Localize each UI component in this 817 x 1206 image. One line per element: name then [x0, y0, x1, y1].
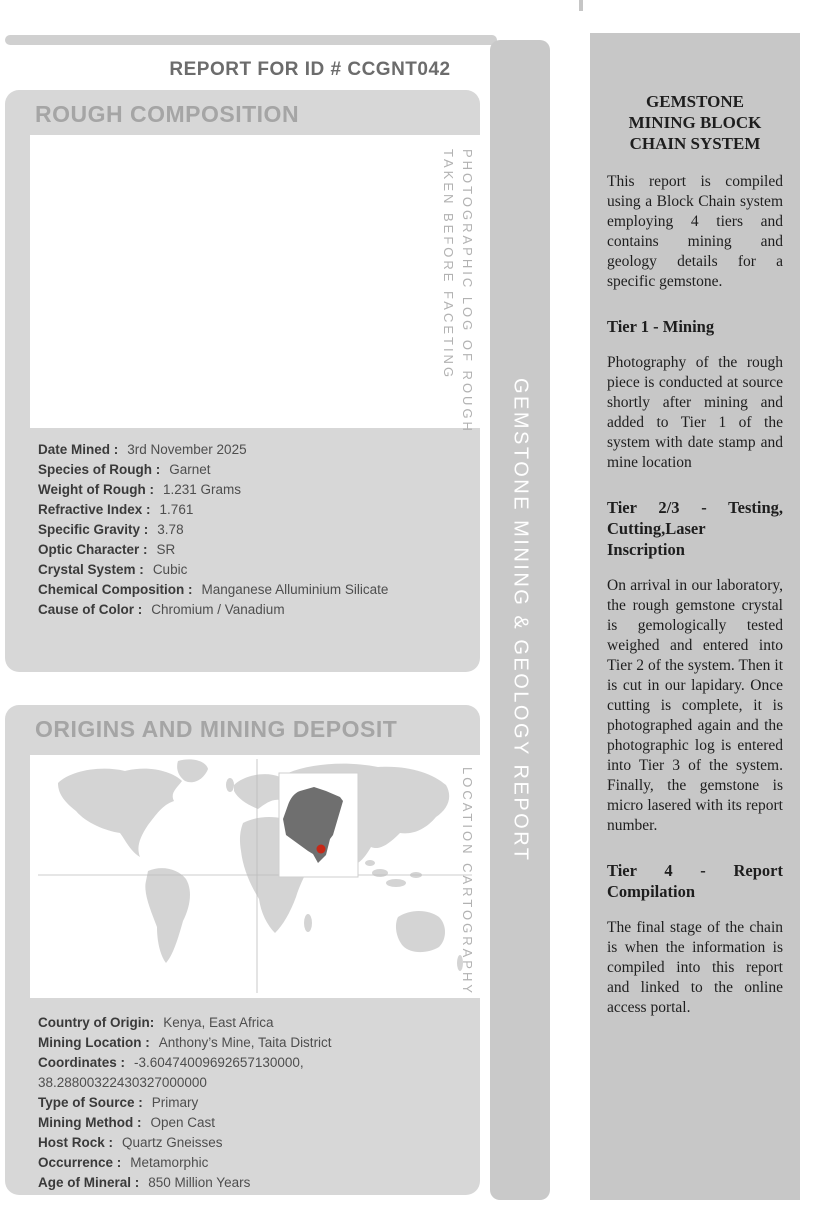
- field-value: Open Cast: [150, 1115, 216, 1130]
- rough-composition-section: [5, 90, 480, 672]
- field-value: SR: [156, 542, 176, 557]
- field-row-cause-of-color: [38, 600, 388, 620]
- field-label: Optic Character :: [38, 542, 148, 557]
- field-row-coordinates: [38, 1053, 480, 1093]
- sidebar-heading-line3: CHAIN SYSTEM: [629, 134, 761, 153]
- origins-fields: [38, 1013, 480, 1193]
- sidebar-heading-line2: MINING BLOCK: [628, 113, 762, 132]
- field-row-host-rock: [38, 1133, 480, 1153]
- field-label: Weight of Rough :: [38, 482, 154, 497]
- rough-composition-title: ROUGH COMPOSITION: [35, 101, 300, 127]
- field-row-chemical-composition: [38, 580, 388, 600]
- field-row-refractive-index: [38, 500, 388, 520]
- field-label: Mining Method :: [38, 1115, 142, 1130]
- world-map-continents: [58, 759, 463, 971]
- sidebar-intro-paragraph: This report is compiled using a Block Chain system employing 4 tiers and contains mining and geology details for a specific gemstone.: [607, 173, 783, 290]
- field-value: Garnet: [169, 462, 211, 477]
- field-label: Mining Location :: [38, 1035, 150, 1050]
- sidebar-heading-line1: GEMSTONE: [646, 92, 744, 111]
- field-row-crystal-system: [38, 560, 388, 580]
- field-label: Specific Gravity :: [38, 522, 149, 537]
- sidebar-heading: [607, 91, 783, 154]
- tier23-heading: Tier 2/3 - Testing, Cutting,Laser Inscription: [607, 498, 783, 559]
- field-row-country: [38, 1013, 480, 1033]
- field-label: Chemical Composition :: [38, 582, 193, 597]
- field-label: Coordinates :: [38, 1055, 126, 1070]
- field-row-mining-method: [38, 1113, 480, 1133]
- field-label: Type of Source :: [38, 1095, 143, 1110]
- tier4-paragraph: The final stage of the chain is when the information is compiled into this report and linked to the online access portal.: [607, 919, 783, 1016]
- photo-caption: [439, 149, 477, 434]
- location-marker-dot: [317, 845, 326, 854]
- field-label: Crystal System :: [38, 562, 144, 577]
- field-label: Age of Mineral :: [38, 1175, 140, 1190]
- photo-caption-line2: TAKEN BEFORE FACETING: [441, 149, 456, 381]
- field-value: Anthony’s Mine, Taita District: [158, 1035, 332, 1050]
- location-map: [30, 755, 480, 998]
- world-map: [30, 755, 480, 998]
- field-value: 1.761: [159, 502, 194, 517]
- origins-title: ORIGINS AND MINING DEPOSIT: [35, 716, 398, 742]
- field-row-type-of-source: [38, 1093, 480, 1113]
- map-caption: LOCATION CARTOGRAPHY: [460, 767, 475, 997]
- field-value: Primary: [151, 1095, 199, 1110]
- page-top-mark: [579, 0, 583, 11]
- tier4-heading: Tier 4 - Report Compilation: [607, 861, 783, 901]
- field-value: 850 Million Years: [148, 1175, 251, 1190]
- field-label: Cause of Color :: [38, 602, 143, 617]
- kenya-inset: [279, 773, 358, 877]
- field-value: 3rd November 2025: [127, 442, 247, 457]
- field-row-date-mined: [38, 440, 388, 460]
- field-label: Occurrence :: [38, 1155, 122, 1170]
- field-value: Metamorphic: [130, 1155, 209, 1170]
- field-value: -3.60474009692657130000, 38.28800322430327000000: [38, 1055, 312, 1090]
- report-title: REPORT FOR ID # CCGNT042: [169, 59, 451, 80]
- field-value: 3.78: [157, 522, 184, 537]
- field-value: Chromium / Vanadium: [151, 602, 285, 617]
- field-row-optic-character: [38, 540, 388, 560]
- top-divider-bar: [5, 35, 497, 45]
- tier1-heading: Tier 1 - Mining: [607, 317, 715, 336]
- report-spine: [490, 40, 550, 1200]
- field-row-age-of-mineral: [38, 1173, 480, 1193]
- tier23-paragraph: On arrival in our laboratory, the rough gemstone crystal is gemologically tested weighed and entered into Tier 2 of the system. Then it is cut in our lapidary. Once cutting is complete, it is photographed again and the photographic log is entered into Tier 3 of the system. Finally, the gemstone is micro lasered with its report number.: [607, 577, 783, 834]
- photo-caption-line1: PHOTOGRAPHIC LOG OF ROUGH: [460, 149, 475, 434]
- field-label: Species of Rough :: [38, 462, 161, 477]
- field-row-species: [38, 460, 388, 480]
- field-value: Manganese Alluminium Silicate: [201, 582, 389, 597]
- spine-title: GEMSTONE MINING & GEOLOGY REPORT: [509, 377, 532, 863]
- blockchain-info-sidebar: [590, 33, 800, 1200]
- rough-fields: [38, 440, 388, 620]
- field-value: Cubic: [152, 562, 188, 577]
- field-value: Kenya, East Africa: [163, 1015, 274, 1030]
- origins-section: [5, 705, 480, 1195]
- field-label: Host Rock :: [38, 1135, 114, 1150]
- field-label: Country of Origin:: [38, 1015, 155, 1030]
- tier1-paragraph: Photography of the rough piece is conducted at source shortly after mining and added to Tier 1 of the system with date stamp and mine location: [607, 354, 783, 471]
- rough-photo-area: [30, 135, 480, 434]
- field-row-occurrence: [38, 1153, 480, 1173]
- field-row-weight: [38, 480, 388, 500]
- field-value: 1.231 Grams: [162, 482, 242, 497]
- field-value: Quartz Gneisses: [122, 1135, 223, 1150]
- field-row-specific-gravity: [38, 520, 388, 540]
- field-label: Refractive Index :: [38, 502, 151, 517]
- field-row-mining-location: [38, 1033, 480, 1053]
- field-label: Date Mined :: [38, 442, 119, 457]
